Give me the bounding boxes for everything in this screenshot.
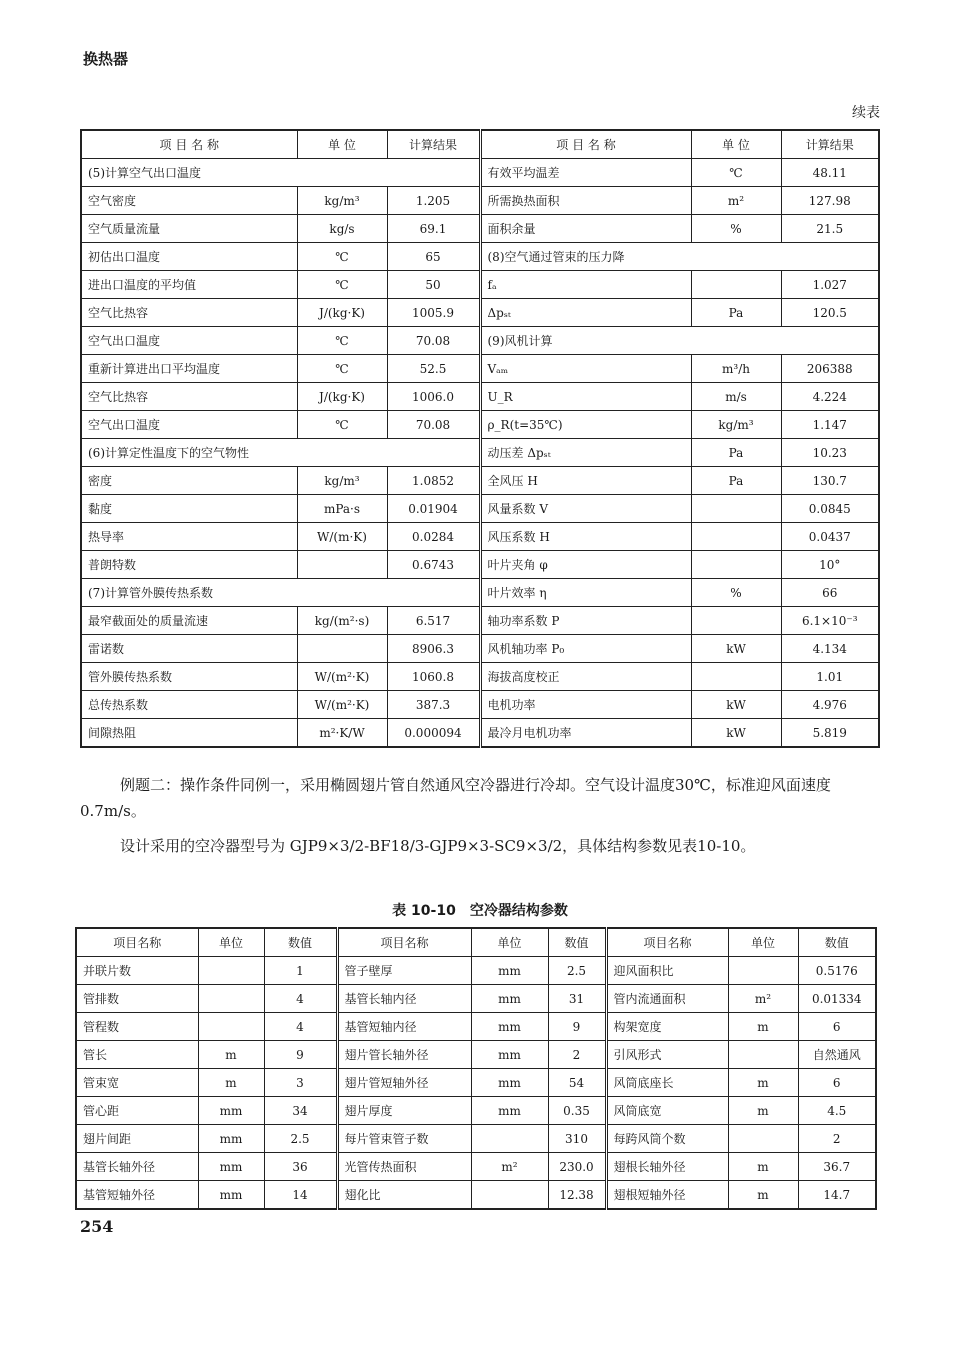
table-row xyxy=(81,383,879,411)
column-header: 项 目 名 称 xyxy=(480,130,691,159)
param-value: 1 xyxy=(264,957,337,985)
param-unit xyxy=(471,1125,548,1153)
item-value: 48.11 xyxy=(781,159,879,187)
item-unit xyxy=(691,551,781,579)
table-row xyxy=(76,1097,876,1125)
item-value: 0.01904 xyxy=(387,495,480,523)
item-unit xyxy=(691,495,781,523)
table-row xyxy=(81,663,879,691)
param-unit: m xyxy=(728,1181,798,1210)
table-row xyxy=(81,243,879,271)
param-name: 管束宽 xyxy=(76,1069,198,1097)
column-header: 项目名称 xyxy=(337,928,471,957)
item-unit xyxy=(691,523,781,551)
param-value: 230.0 xyxy=(548,1153,606,1181)
table-row xyxy=(81,215,879,243)
param-name: 翅根长轴外径 xyxy=(606,1153,728,1181)
item-name: 密度 xyxy=(81,467,297,495)
item-value: 70.08 xyxy=(387,411,480,439)
param-name: 每跨风筒个数 xyxy=(606,1125,728,1153)
item-value: 1.205 xyxy=(387,187,480,215)
param-name: 管内流通面积 xyxy=(606,985,728,1013)
table-row xyxy=(81,691,879,719)
item-name: 间隙热阻 xyxy=(81,719,297,748)
param-name: 翅片管短轴外径 xyxy=(337,1069,471,1097)
param-unit xyxy=(198,1013,264,1041)
item-unit: W/(m·K) xyxy=(297,523,387,551)
param-name: 管程数 xyxy=(76,1013,198,1041)
table-row xyxy=(76,1153,876,1181)
item-name: fₐ xyxy=(480,271,691,299)
item-unit: m²·K/W xyxy=(297,719,387,748)
table-row xyxy=(81,607,879,635)
column-header: 单位 xyxy=(728,928,798,957)
item-value: 8906.3 xyxy=(387,635,480,663)
item-value: 5.819 xyxy=(781,719,879,748)
param-value: 2 xyxy=(798,1125,876,1153)
item-name: Vₐₘ xyxy=(480,355,691,383)
table-row xyxy=(81,635,879,663)
table-row xyxy=(76,1041,876,1069)
item-unit: kg/(m²·s) xyxy=(297,607,387,635)
param-value: 2.5 xyxy=(548,957,606,985)
param-unit: mm xyxy=(471,957,548,985)
section-heading: (8)空气通过管束的压力降 xyxy=(480,243,879,271)
item-unit: kg/s xyxy=(297,215,387,243)
item-name: 空气出口温度 xyxy=(81,411,297,439)
param-value: 9 xyxy=(264,1041,337,1069)
item-value: 0.0284 xyxy=(387,523,480,551)
item-value: 50 xyxy=(387,271,480,299)
param-unit: m xyxy=(728,1013,798,1041)
param-value: 31 xyxy=(548,985,606,1013)
param-name: 并联片数 xyxy=(76,957,198,985)
param-name: 管心距 xyxy=(76,1097,198,1125)
param-unit xyxy=(728,1041,798,1069)
param-unit: mm xyxy=(198,1097,264,1125)
table-row xyxy=(76,1125,876,1153)
param-unit: mm xyxy=(198,1181,264,1210)
table-row xyxy=(81,551,879,579)
item-unit: ℃ xyxy=(297,355,387,383)
table-row xyxy=(81,467,879,495)
param-value: 4.5 xyxy=(798,1097,876,1125)
item-name: 叶片效率 η xyxy=(480,579,691,607)
item-unit: W/(m²·K) xyxy=(297,691,387,719)
param-name: 翅化比 xyxy=(337,1181,471,1210)
item-value: 6.1×10⁻³ xyxy=(781,607,879,635)
table-row xyxy=(76,985,876,1013)
item-name: 空气比热容 xyxy=(81,299,297,327)
param-unit: mm xyxy=(198,1125,264,1153)
param-unit: m xyxy=(198,1041,264,1069)
param-name: 翅片管长轴外径 xyxy=(337,1041,471,1069)
item-value: 1.0852 xyxy=(387,467,480,495)
item-name: U_R xyxy=(480,383,691,411)
item-name: 空气密度 xyxy=(81,187,297,215)
param-unit: mm xyxy=(471,1069,548,1097)
item-name: 进出口温度的平均值 xyxy=(81,271,297,299)
item-value: 4.224 xyxy=(781,383,879,411)
item-name: 所需换热面积 xyxy=(480,187,691,215)
param-value: 3 xyxy=(264,1069,337,1097)
param-unit: m xyxy=(728,1153,798,1181)
item-unit: ℃ xyxy=(297,411,387,439)
param-value: 0.5176 xyxy=(798,957,876,985)
param-name: 引风形式 xyxy=(606,1041,728,1069)
column-header: 单 位 xyxy=(297,130,387,159)
item-name: 叶片夹角 φ xyxy=(480,551,691,579)
item-name: 初估出口温度 xyxy=(81,243,297,271)
page-number: 254 xyxy=(80,1217,114,1236)
table-row xyxy=(81,579,879,607)
item-name: 全风压 H xyxy=(480,467,691,495)
item-value: 1.027 xyxy=(781,271,879,299)
item-name: 轴功率系数 P xyxy=(480,607,691,635)
item-value: 66 xyxy=(781,579,879,607)
item-unit xyxy=(297,551,387,579)
item-name: 海拔高度校正 xyxy=(480,663,691,691)
item-name: 风量系数 V xyxy=(480,495,691,523)
item-name: Δpₛₜ xyxy=(480,299,691,327)
item-name: 空气质量流量 xyxy=(81,215,297,243)
column-header: 项目名称 xyxy=(606,928,728,957)
item-value: 21.5 xyxy=(781,215,879,243)
item-value: 0.0437 xyxy=(781,523,879,551)
param-unit: mm xyxy=(471,1013,548,1041)
item-unit: ℃ xyxy=(297,243,387,271)
param-value: 310 xyxy=(548,1125,606,1153)
table-row xyxy=(81,327,879,355)
item-name: 空气比热容 xyxy=(81,383,297,411)
table-row xyxy=(81,439,879,467)
table-row xyxy=(81,495,879,523)
item-value: 69.1 xyxy=(387,215,480,243)
column-header: 单位 xyxy=(198,928,264,957)
item-unit xyxy=(297,635,387,663)
item-unit: W/(m²·K) xyxy=(297,663,387,691)
param-unit: mm xyxy=(471,1041,548,1069)
item-value: 1.01 xyxy=(781,663,879,691)
item-unit: Pa xyxy=(691,439,781,467)
item-value: 6.517 xyxy=(387,607,480,635)
param-value: 12.38 xyxy=(548,1181,606,1210)
item-unit: Pa xyxy=(691,299,781,327)
item-value: 387.3 xyxy=(387,691,480,719)
table-row xyxy=(81,523,879,551)
item-unit: kW xyxy=(691,691,781,719)
item-unit: J/(kg·K) xyxy=(297,383,387,411)
param-value: 36.7 xyxy=(798,1153,876,1181)
param-value: 14.7 xyxy=(798,1181,876,1210)
item-name: 热导率 xyxy=(81,523,297,551)
param-unit xyxy=(728,1125,798,1153)
item-unit: Pa xyxy=(691,467,781,495)
item-value: 206388 xyxy=(781,355,879,383)
param-name: 迎风面积比 xyxy=(606,957,728,985)
item-value: 4.134 xyxy=(781,635,879,663)
param-name: 管排数 xyxy=(76,985,198,1013)
param-name: 管长 xyxy=(76,1041,198,1069)
running-header: 换热器 xyxy=(83,50,129,68)
item-value: 10.23 xyxy=(781,439,879,467)
item-unit: % xyxy=(691,579,781,607)
item-value: 70.08 xyxy=(387,327,480,355)
item-unit: ℃ xyxy=(297,271,387,299)
calculation-table xyxy=(80,129,880,748)
item-value: 127.98 xyxy=(781,187,879,215)
item-unit xyxy=(691,271,781,299)
item-value: 1060.8 xyxy=(387,663,480,691)
item-unit: m³/h xyxy=(691,355,781,383)
item-name: 管外膜传热系数 xyxy=(81,663,297,691)
param-value: 0.35 xyxy=(548,1097,606,1125)
table-row xyxy=(76,1181,876,1210)
continued-label: 续表 xyxy=(852,105,880,121)
item-name: 黏度 xyxy=(81,495,297,523)
param-name: 基管短轴内径 xyxy=(337,1013,471,1041)
column-header: 单 位 xyxy=(691,130,781,159)
column-header: 数值 xyxy=(798,928,876,957)
param-name: 基管短轴外径 xyxy=(76,1181,198,1210)
section-heading: (9)风机计算 xyxy=(480,327,879,355)
table-row xyxy=(76,957,876,985)
item-value: 1005.9 xyxy=(387,299,480,327)
item-value: 0.0845 xyxy=(781,495,879,523)
item-unit: ℃ xyxy=(297,327,387,355)
param-unit xyxy=(198,985,264,1013)
item-name: 总传热系数 xyxy=(81,691,297,719)
param-unit: m² xyxy=(471,1153,548,1181)
section-heading: (7)计算管外膜传热系数 xyxy=(81,579,480,607)
table-header-row xyxy=(81,130,879,159)
table-header-row xyxy=(76,928,876,957)
item-value: 52.5 xyxy=(387,355,480,383)
item-name: 最窄截面处的质量流速 xyxy=(81,607,297,635)
item-name: 有效平均温差 xyxy=(480,159,691,187)
item-unit: m/s xyxy=(691,383,781,411)
param-unit: mm xyxy=(471,985,548,1013)
param-value: 34 xyxy=(264,1097,337,1125)
item-value: 130.7 xyxy=(781,467,879,495)
item-name: 电机功率 xyxy=(480,691,691,719)
param-value: 6 xyxy=(798,1069,876,1097)
param-name: 管子壁厚 xyxy=(337,957,471,985)
table-row xyxy=(81,187,879,215)
column-header: 计算结果 xyxy=(387,130,480,159)
item-value: 10° xyxy=(781,551,879,579)
item-name: 重新计算进出口平均温度 xyxy=(81,355,297,383)
column-header: 项 目 名 称 xyxy=(81,130,297,159)
param-name: 光管传热面积 xyxy=(337,1153,471,1181)
item-unit: kW xyxy=(691,719,781,748)
item-unit: m² xyxy=(691,187,781,215)
structure-parameter-table xyxy=(75,927,877,1210)
param-name: 翅片间距 xyxy=(76,1125,198,1153)
param-unit xyxy=(728,957,798,985)
item-name: 雷诺数 xyxy=(81,635,297,663)
table-row xyxy=(81,411,879,439)
param-name: 基管长轴外径 xyxy=(76,1153,198,1181)
param-value: 2.5 xyxy=(264,1125,337,1153)
param-unit: m xyxy=(728,1097,798,1125)
item-value: 4.976 xyxy=(781,691,879,719)
param-value: 2 xyxy=(548,1041,606,1069)
param-unit xyxy=(471,1181,548,1210)
item-value: 65 xyxy=(387,243,480,271)
param-value: 6 xyxy=(798,1013,876,1041)
item-unit: ℃ xyxy=(691,159,781,187)
item-unit: kW xyxy=(691,635,781,663)
item-name: 普朗特数 xyxy=(81,551,297,579)
item-name: 面积余量 xyxy=(480,215,691,243)
column-header: 数值 xyxy=(264,928,337,957)
param-unit: m xyxy=(198,1069,264,1097)
param-unit xyxy=(198,957,264,985)
param-unit: mm xyxy=(471,1097,548,1125)
item-name: ρ_R(t=35℃) xyxy=(480,411,691,439)
item-unit: % xyxy=(691,215,781,243)
example-paragraph: 例题二：操作条件同例一，采用椭圆翅片管自然通风空冷器进行冷却。空气设计温度30℃，标准迎风面速度 0.7m/s。 xyxy=(80,776,831,820)
table-row xyxy=(81,355,879,383)
item-name: 空气出口温度 xyxy=(81,327,297,355)
param-unit: mm xyxy=(198,1153,264,1181)
item-value: 1006.0 xyxy=(387,383,480,411)
model-paragraph: 设计采用的空冷器型号为 GJP9×3/2-BF18/3-GJP9×3-SC9×3/2，具体结构参数见表10-10。 xyxy=(120,837,756,855)
item-unit xyxy=(691,663,781,691)
table-row xyxy=(81,719,879,748)
section-heading: (6)计算定性温度下的空气物性 xyxy=(81,439,480,467)
param-value: 36 xyxy=(264,1153,337,1181)
param-name: 构架宽度 xyxy=(606,1013,728,1041)
column-header: 数值 xyxy=(548,928,606,957)
item-unit: J/(kg·K) xyxy=(297,299,387,327)
item-name: 风压系数 H xyxy=(480,523,691,551)
param-unit: m² xyxy=(728,985,798,1013)
param-value: 0.01334 xyxy=(798,985,876,1013)
table-caption: 表 10-10 空冷器结构参数 xyxy=(392,903,568,919)
param-value: 自然通风 xyxy=(798,1041,876,1069)
param-value: 4 xyxy=(264,985,337,1013)
param-value: 14 xyxy=(264,1181,337,1210)
table-row xyxy=(81,271,879,299)
item-unit: kg/m³ xyxy=(297,187,387,215)
item-value: 120.5 xyxy=(781,299,879,327)
item-value: 1.147 xyxy=(781,411,879,439)
column-header: 单位 xyxy=(471,928,548,957)
item-unit: kg/m³ xyxy=(297,467,387,495)
item-name: 风机轴功率 P₀ xyxy=(480,635,691,663)
param-name: 翅片厚度 xyxy=(337,1097,471,1125)
item-value: 0.6743 xyxy=(387,551,480,579)
column-header: 计算结果 xyxy=(781,130,879,159)
item-name: 最冷月电机功率 xyxy=(480,719,691,748)
param-value: 9 xyxy=(548,1013,606,1041)
param-value: 54 xyxy=(548,1069,606,1097)
item-unit: kg/m³ xyxy=(691,411,781,439)
item-name: 动压差 Δpₛₜ xyxy=(480,439,691,467)
table-row xyxy=(76,1013,876,1041)
param-name: 风筒底座长 xyxy=(606,1069,728,1097)
section-heading: (5)计算空气出口温度 xyxy=(81,159,480,187)
param-name: 每片管束管子数 xyxy=(337,1125,471,1153)
item-value: 0.000094 xyxy=(387,719,480,748)
column-header: 项目名称 xyxy=(76,928,198,957)
param-name: 基管长轴内径 xyxy=(337,985,471,1013)
param-name: 风筒底宽 xyxy=(606,1097,728,1125)
table-row xyxy=(81,299,879,327)
item-unit xyxy=(691,607,781,635)
item-unit: mPa·s xyxy=(297,495,387,523)
param-value: 4 xyxy=(264,1013,337,1041)
table-row xyxy=(81,159,879,187)
param-unit: m xyxy=(728,1069,798,1097)
table-row xyxy=(76,1069,876,1097)
param-name: 翅根短轴外径 xyxy=(606,1181,728,1210)
